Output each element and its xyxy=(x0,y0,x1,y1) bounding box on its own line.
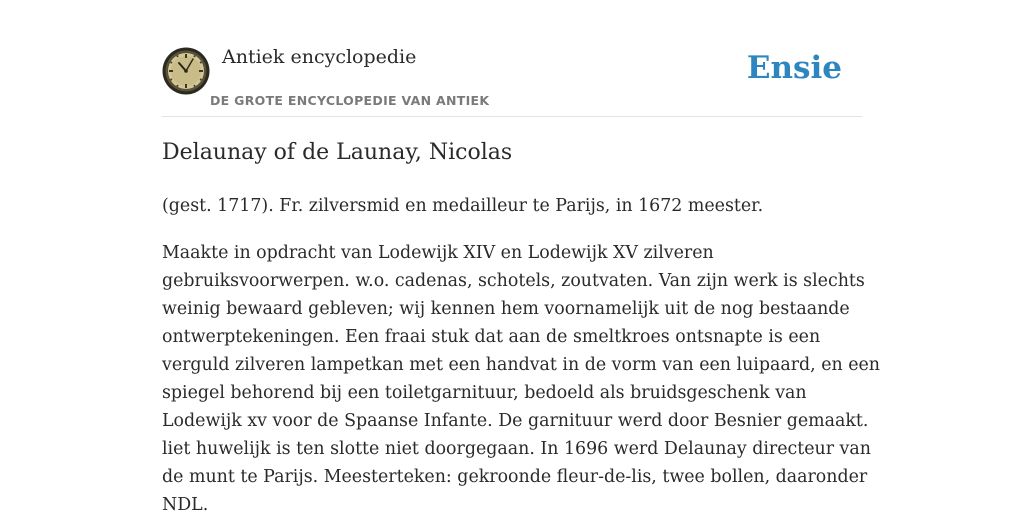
paragraph-line: ontwerptekeningen. Een fraai stuk dat aan de smeltkroes ontsnapte is een xyxy=(162,327,821,347)
site-header xyxy=(162,40,862,117)
clock-icon[interactable] xyxy=(162,47,210,95)
article-paragraph-1: (gest. 1717). Fr. zilversmid en medailleur te Parijs, in 1672 meester. xyxy=(162,196,764,216)
article-paragraph-2 xyxy=(162,239,881,512)
site-subtitle: DE GROTE ENCYCLOPEDIE VAN ANTIEK xyxy=(210,93,490,108)
paragraph-line: weinig bewaard gebleven; wij kennen hem voornamelijk uit de nog bestaande xyxy=(162,299,850,319)
paragraph-line: verguld zilveren lampetkan met een handvat in de vorm van een luipaard, en een xyxy=(162,355,881,375)
brand-logo-link[interactable]: Ensie xyxy=(746,50,842,86)
article-title: Delaunay of de Launay, Nicolas xyxy=(162,140,513,165)
site-title[interactable]: Antiek encyclopedie xyxy=(222,46,417,68)
paragraph-line: liet huwelijk is ten slotte niet doorgegaan. In 1696 werd Delaunay directeur van xyxy=(162,439,871,459)
paragraph-line: spiegel behorend bij een toiletgarnituur, bedoeld als bruidsgeschenk van xyxy=(162,383,807,403)
paragraph-line: Maakte in opdracht van Lodewijk XIV en Lodewijk XV zilveren xyxy=(162,243,714,263)
paragraph-line: Lodewijk xv voor de Spaanse Infante. De garnituur werd door Besnier gemaakt. xyxy=(162,411,869,431)
paragraph-line: NDL. xyxy=(162,495,209,512)
paragraph-line: gebruiksvoorwerpen. w.o. cadenas, schotels, zoutvaten. Van zijn werk is slechts xyxy=(162,271,865,291)
paragraph-line: de munt te Parijs. Meesterteken: gekroonde fleur-de-lis, twee bollen, daaronder xyxy=(162,467,868,487)
